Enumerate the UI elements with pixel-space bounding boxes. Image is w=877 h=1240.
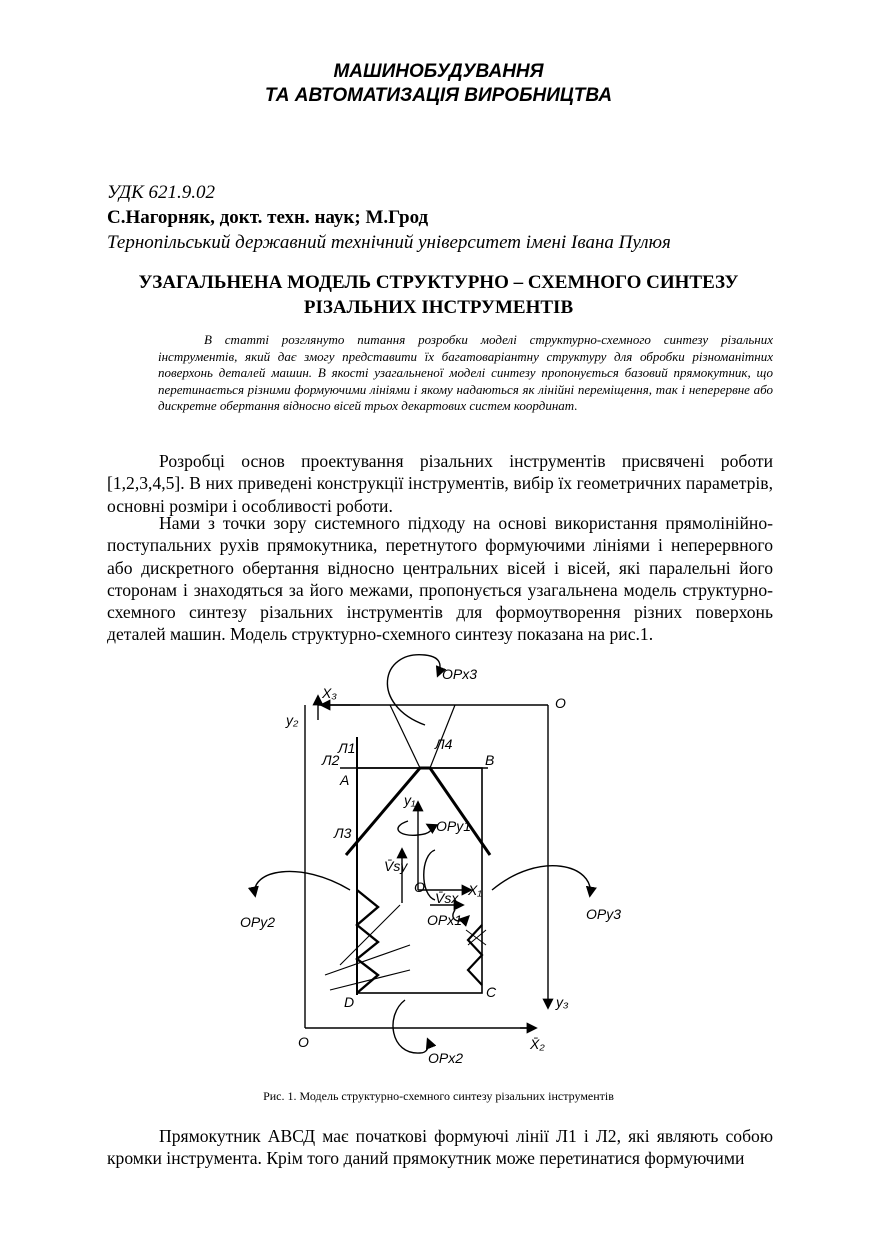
- label-opx2: OPx2: [428, 1050, 464, 1066]
- label-vsx: V̄sx: [435, 890, 459, 906]
- opy1-rotation: [398, 821, 431, 835]
- label-y1: y₁: [404, 792, 416, 808]
- opx1-center-rotation: [424, 850, 435, 900]
- body-paragraph-3: Прямокутник АВСД має початкові формуючі лінії Л1 і Л2, які являють собою кромки інструмента. Крім того даний прямокутник може перетинатися формуючими: [107, 1126, 773, 1169]
- article-meta: [107, 180, 787, 255]
- label-b: B: [485, 752, 495, 768]
- right-teeth-zigzag: [468, 925, 482, 985]
- article-title: [60, 270, 817, 320]
- label-opy2: OPy2: [240, 914, 276, 930]
- label-opy1: OPy1: [436, 818, 472, 834]
- label-l1: Л1: [338, 740, 356, 756]
- label-y2: y₂: [286, 712, 299, 728]
- label-vsy: V̄sy: [384, 858, 408, 874]
- journal-section-header: [0, 60, 877, 108]
- journal-section-line-1: МАШИНОБУДУВАННЯ: [333, 61, 544, 82]
- affiliation: Тернопільський державний технічний університет імені Івана Пулюя: [107, 232, 671, 253]
- body-paragraph-2: Нами з точки зору системного підходу на основі використання прямолінійно-поступальних рухів прямокутника, перетнутого формуючими лініями і неперервного або дискретного обертання відносно центральних вісей і вісей, які паралельні його сторонам і знаходяться за його межами, пропонується узагальнена модель структурно-схемного синтезу різальних інструментів для формоутворення різних поверхонь деталей машин. Модель структурно-схемного синтезу показана на рис.1.: [107, 513, 773, 645]
- figure-1-diagram: [230, 645, 650, 1075]
- label-opx3: OPx3: [442, 666, 478, 682]
- label-x3: X₃: [322, 685, 337, 701]
- article-title-line-2: РІЗАЛЬНИХ ІНСТРУМЕНТІВ: [303, 297, 574, 318]
- opx3-rotation: [387, 655, 440, 725]
- label-o-top: O: [555, 695, 566, 711]
- label-opx1: OPx1: [427, 912, 463, 928]
- label-l3: Л3: [334, 825, 352, 841]
- left-teeth-zigzag: [357, 890, 378, 993]
- opy3-rotation: [492, 866, 590, 895]
- label-d: D: [344, 994, 355, 1010]
- article-title-line-1: УЗАГАЛЬНЕНА МОДЕЛЬ СТРУКТУРНО – СХЕМНОГО СИНТЕЗУ: [138, 272, 739, 293]
- udc-code: УДК 621.9.02: [107, 182, 215, 203]
- label-l2: Л2: [322, 752, 340, 768]
- abstract: В статті розглянуто питання розробки моделі структурно-схемного синтезу різальних інструментів, який дає змогу представити їх багатоваріантну структуру для обробки різноманітних поверхонь деталей машин. В якості узагальненої моделі синтезу пропонується базовий прямокутник, що перетинається різними формуючими лініями і якому надаються як лінійні переміщення, так і неперервне або дискретне обертання відносно вісей трьох декартових систем координат.: [158, 332, 773, 413]
- label-l4: Л4: [435, 736, 453, 752]
- label-o-bottom: O: [298, 1034, 309, 1050]
- opy2-rotation: [255, 871, 350, 895]
- label-y3: y₃: [556, 994, 569, 1010]
- body-paragraph-1: Розробці основ проектування різальних інструментів присвячені роботи [1,2,3,4,5]. В них приведені конструкції інструментів, вибір їх геометричних параметрів, основні розміри і особливості роботи.: [107, 451, 773, 516]
- label-x1: X₁: [468, 882, 482, 898]
- authors: С.Нагорняк, докт. техн. наук; М.Грод: [107, 207, 429, 228]
- figure-caption: Рис. 1. Модель структурно-схемного синтезу різальних інструментів: [263, 1089, 614, 1103]
- label-c: C: [486, 984, 497, 1000]
- opx2-rotation: [393, 1000, 429, 1053]
- label-x2: X̄₂: [530, 1036, 545, 1052]
- label-a: A: [340, 772, 350, 788]
- journal-section-line-2: ТА АВТОМАТИЗАЦІЯ ВИРОБНИЦТВА: [264, 85, 613, 106]
- label-opy3: OPy3: [586, 906, 622, 922]
- label-o-center: O: [414, 879, 425, 895]
